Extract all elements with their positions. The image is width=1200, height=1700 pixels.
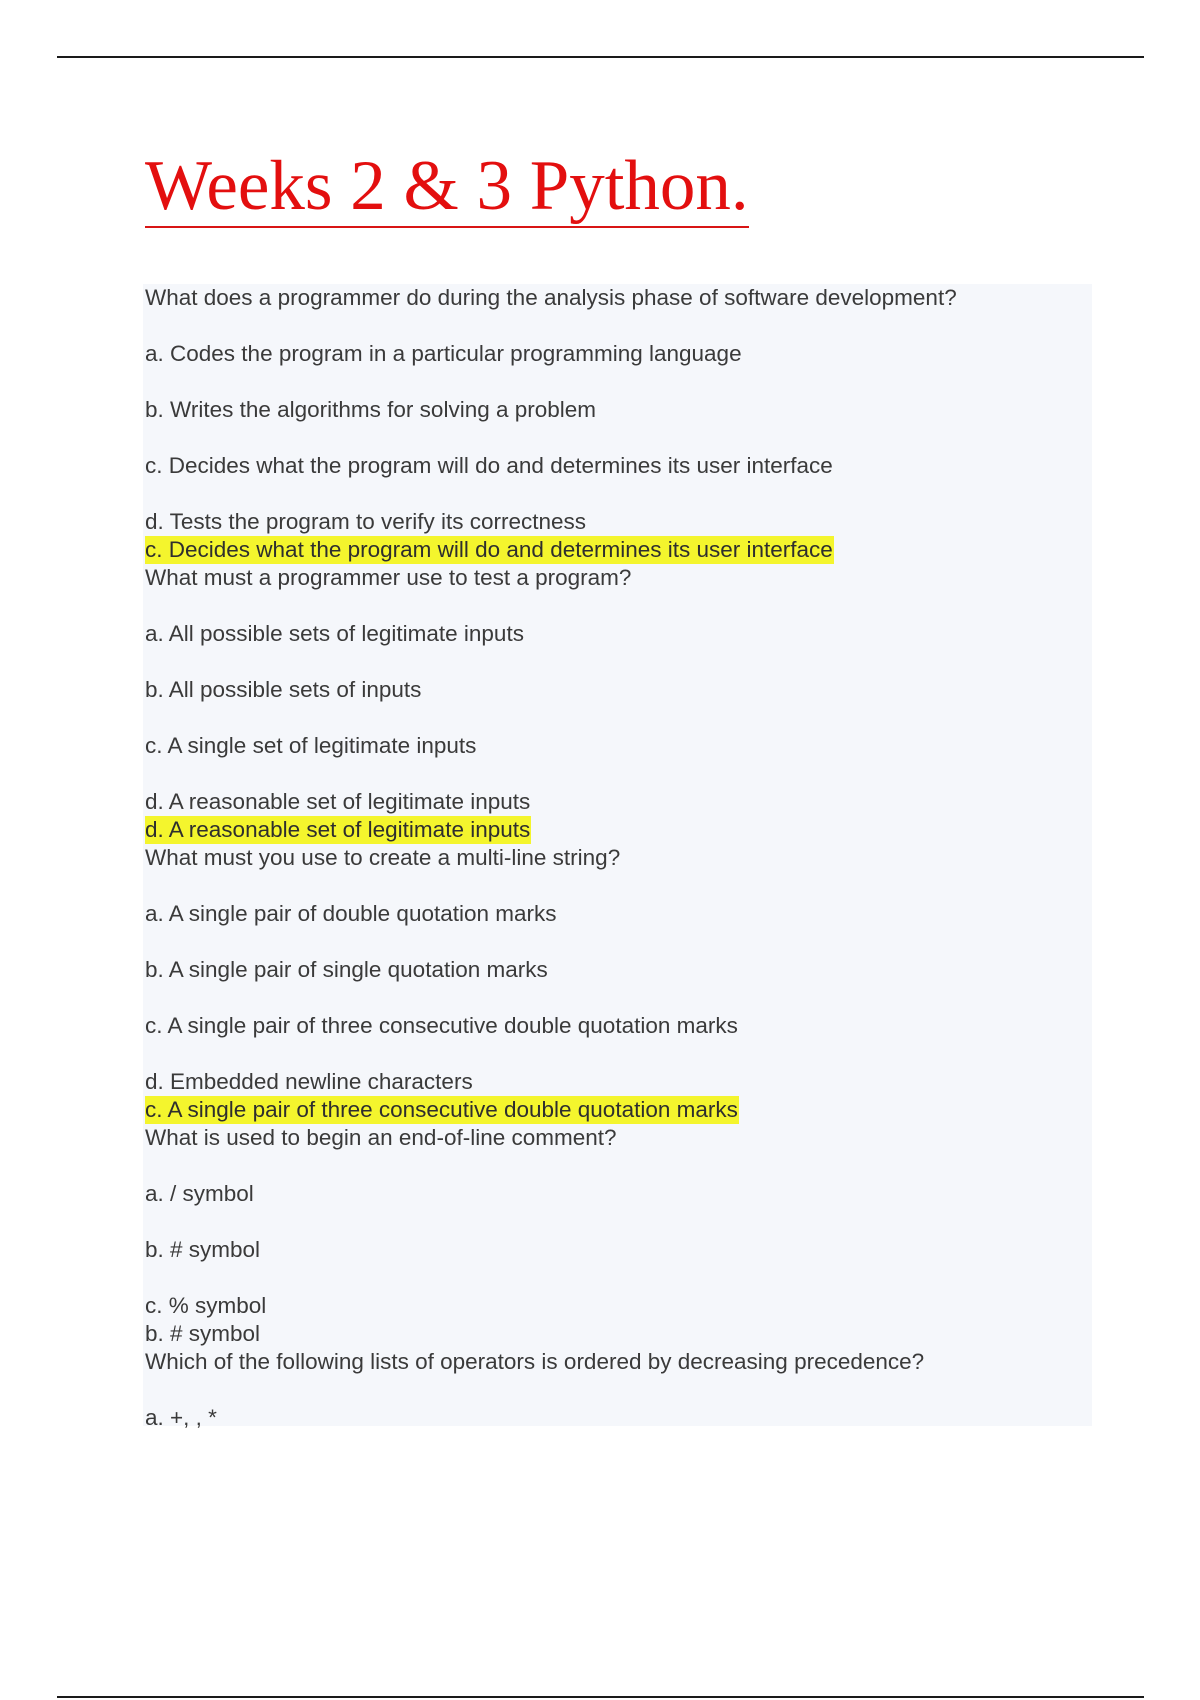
correct-answer-highlight: c. A single pair of three consecutive double quotation marks [145, 1097, 738, 1122]
answer-option: c. A single set of legitimate inputs [145, 733, 477, 758]
answer-option: c. Decides what the program will do and determines its user interface [145, 453, 833, 478]
answer-option: b. All possible sets of inputs [145, 677, 422, 702]
answer-option: a. A single pair of double quotation marks [145, 901, 557, 926]
question-text: What is used to begin an end-of-line comment? [145, 1125, 617, 1150]
answer-option: c. % symbol [145, 1293, 267, 1318]
answer-option: b. A single pair of single quotation marks [145, 957, 548, 982]
question-text: What must a programmer use to test a program? [145, 565, 632, 590]
answer-option: a. +, , * [145, 1405, 217, 1430]
header-rule [57, 56, 1144, 58]
answer-option: c. A single pair of three consecutive double quotation marks [145, 1013, 738, 1038]
answer-option: d. Tests the program to verify its correctness [145, 509, 587, 534]
correct-answer-highlight: d. A reasonable set of legitimate inputs [145, 817, 531, 842]
question-text: Which of the following lists of operators is ordered by decreasing precedence? [145, 1349, 925, 1374]
page-title: Weeks 2 & 3 Python. [145, 146, 749, 228]
answer-option: a. / symbol [145, 1181, 254, 1206]
correct-answer-highlight: c. Decides what the program will do and determines its user interface [145, 537, 833, 562]
answer-option: a. All possible sets of legitimate inputs [145, 621, 524, 646]
question-text: What does a programmer do during the analysis phase of software development? [145, 285, 957, 310]
footer-rule [57, 1696, 1144, 1698]
answer-option: d. Embedded newline characters [145, 1069, 473, 1094]
correct-answer: b. # symbol [145, 1321, 261, 1346]
answer-option: d. A reasonable set of legitimate inputs [145, 789, 531, 814]
question-text: What must you use to create a multi-line string? [145, 845, 621, 870]
answer-option: b. Writes the algorithms for solving a problem [145, 397, 597, 422]
answer-option: b. # symbol [145, 1237, 261, 1262]
qa-content [143, 284, 1092, 1430]
answer-option: a. Codes the program in a particular programming language [145, 341, 742, 366]
